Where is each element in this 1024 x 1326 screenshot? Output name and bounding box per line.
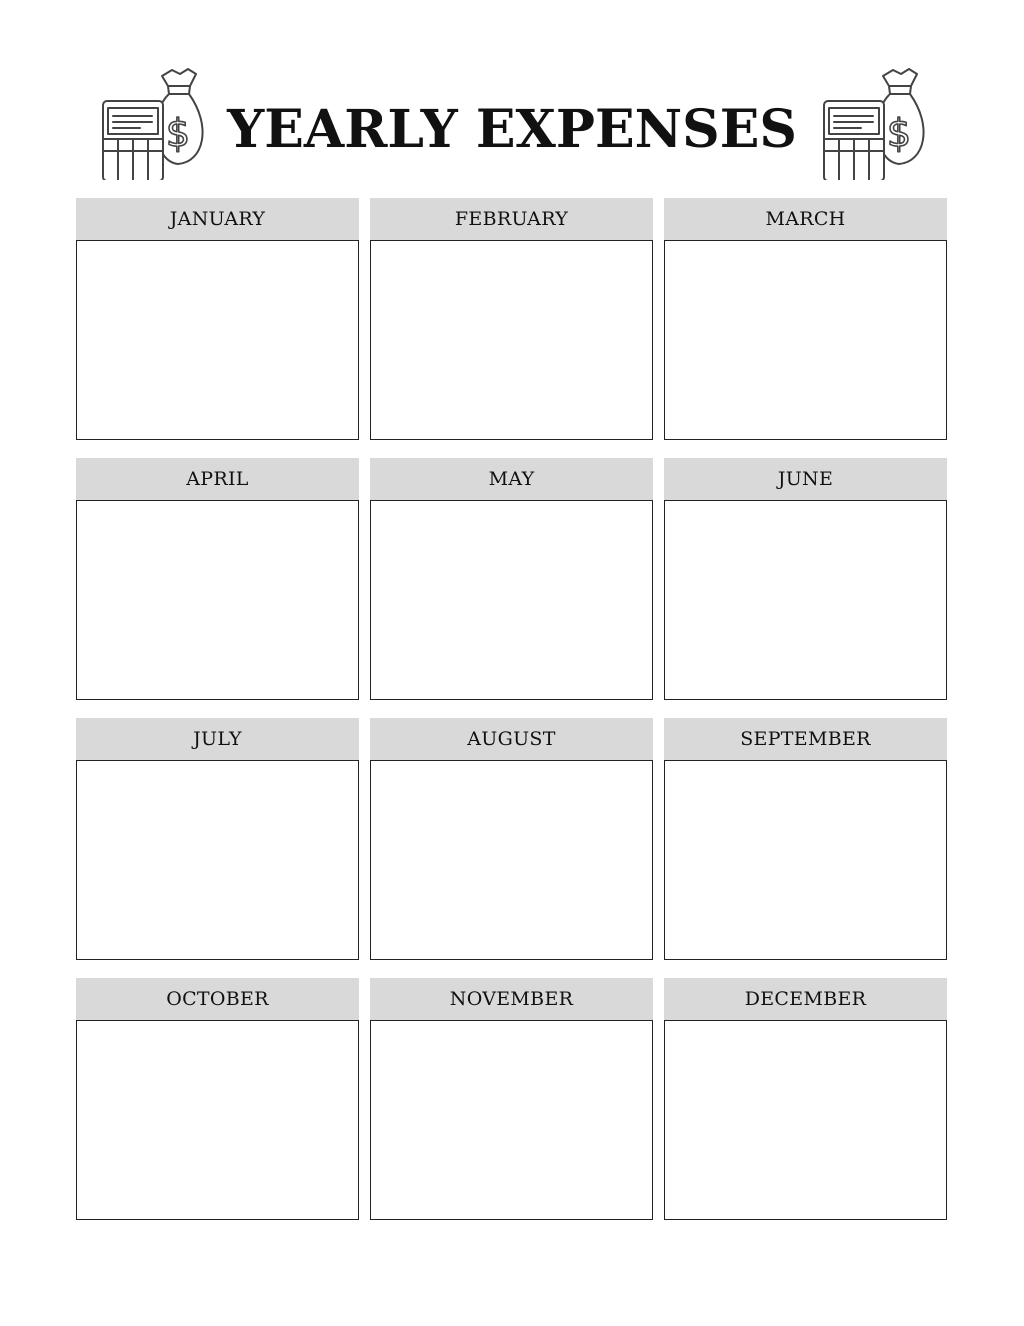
month-block-november bbox=[370, 978, 653, 1223]
month-label: MAY bbox=[370, 458, 653, 500]
month-entry-box[interactable] bbox=[664, 1020, 947, 1220]
month-entry-box[interactable] bbox=[76, 500, 359, 700]
month-label: JUNE bbox=[664, 458, 947, 500]
svg-text:$: $ bbox=[886, 111, 912, 155]
month-entry-box[interactable] bbox=[370, 500, 653, 700]
month-label: APRIL bbox=[76, 458, 359, 500]
month-entry-box[interactable] bbox=[664, 760, 947, 960]
month-block-january bbox=[76, 198, 359, 443]
month-block-december bbox=[664, 978, 947, 1223]
month-block-august bbox=[370, 718, 653, 963]
month-label: DECEMBER bbox=[664, 978, 947, 1020]
svg-text:$: $ bbox=[165, 111, 191, 155]
month-block-october bbox=[76, 978, 359, 1223]
month-label: NOVEMBER bbox=[370, 978, 653, 1020]
month-entry-box[interactable] bbox=[76, 1020, 359, 1220]
month-label: OCTOBER bbox=[76, 978, 359, 1020]
month-entry-box[interactable] bbox=[370, 760, 653, 960]
month-block-march bbox=[664, 198, 947, 443]
month-entry-box[interactable] bbox=[664, 500, 947, 700]
month-label: FEBRUARY bbox=[370, 198, 653, 240]
month-block-may bbox=[370, 458, 653, 703]
month-entry-box[interactable] bbox=[76, 240, 359, 440]
month-label: SEPTEMBER bbox=[664, 718, 947, 760]
month-label: JANUARY bbox=[76, 198, 359, 240]
page-header bbox=[0, 60, 1024, 185]
month-label: AUGUST bbox=[370, 718, 653, 760]
months-grid bbox=[76, 198, 948, 1223]
calculator-money-bag-icon bbox=[821, 66, 933, 180]
month-entry-box[interactable] bbox=[370, 240, 653, 440]
month-block-april bbox=[76, 458, 359, 703]
month-block-june bbox=[664, 458, 947, 703]
month-label: MARCH bbox=[664, 198, 947, 240]
page-title: YEARLY EXPENSES bbox=[227, 99, 797, 160]
month-block-july bbox=[76, 718, 359, 963]
month-block-september bbox=[664, 718, 947, 963]
month-label: JULY bbox=[76, 718, 359, 760]
month-entry-box[interactable] bbox=[370, 1020, 653, 1220]
month-entry-box[interactable] bbox=[76, 760, 359, 960]
month-entry-box[interactable] bbox=[664, 240, 947, 440]
month-block-february bbox=[370, 198, 653, 443]
